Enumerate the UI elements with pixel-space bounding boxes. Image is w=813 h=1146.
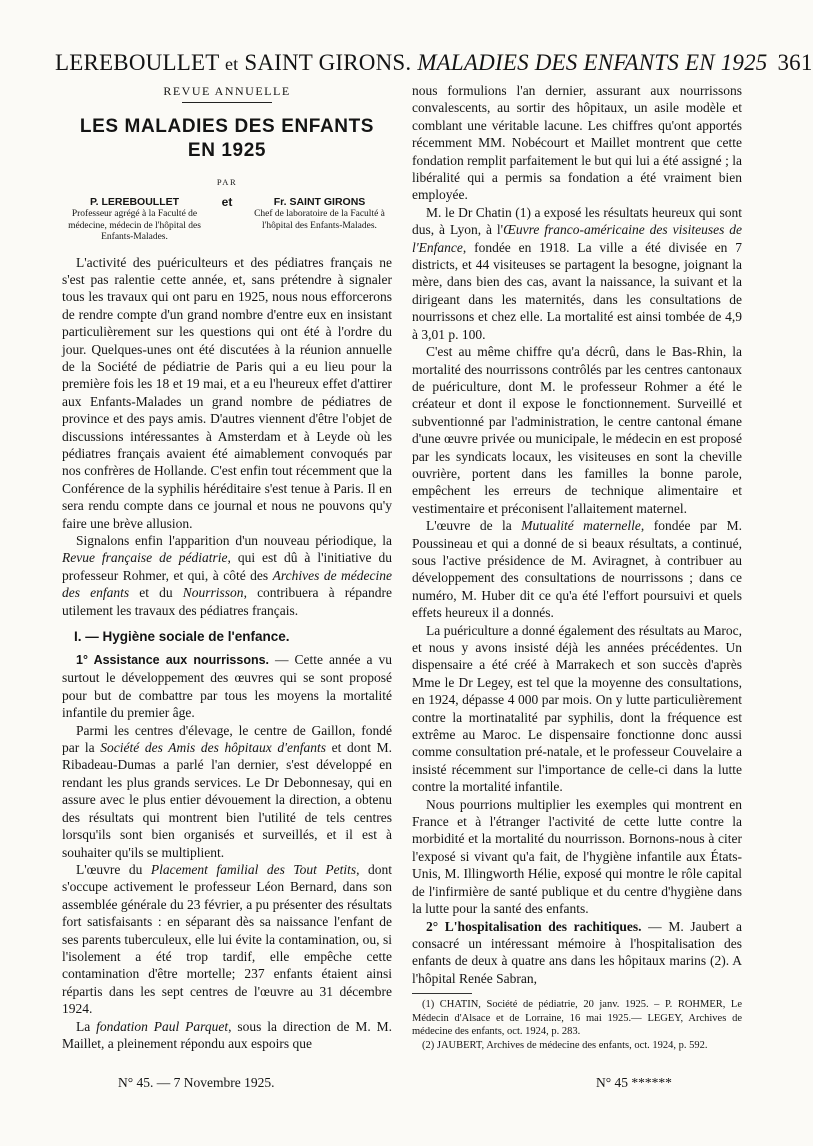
header-title: MALADIES DES ENFANTS EN (417, 50, 715, 75)
etats-unis-paragraph: Nous pourrions multiplier les exemples qui montrent en France et à l'étranger l'activité de cette lutte contre la morbidité et la mortalité du nourrisson. Bornons-nous à citer l'exposé si vivant qu'a fait, de l'hygiène infantile aux États-Unis, M. Illingworth Hélie, exposé qui montre le rôle capital de l'infirmière de santé publique et du centre d'hygiène dans la lutte pour la santé des enfants. (412, 796, 742, 917)
mutualite-paragraph: L'œuvre de la Mutualité maternelle, fondée par M. Poussineau et qui a donné de si beaux résultats, a continué, sous l'active présidence de M. Aviragnet, à contribuer au développement des consultations de nourrissons ; dans ce numéro, M. Huber dit ce qu'a été l'effort poursuivi et quels effets heureux il a donnés. (412, 518, 742, 621)
author-1-name: P. LEREBOULLET (89, 196, 180, 208)
intro-paragraph: L'activité des puériculteurs et des pédiatres français ne s'est pas ralentie cette année, et, sans prétendre à signaler tous les travaux qui ont paru en 1925, nous nous efforcerons de rendre compte d'un grand nombre d'entre eux en insistant particulièrement sur les questions qui ont été à l'ordre du jour. Quelques-unes ont été discutées à la réunion annuelle de la Société de pédiatrie de Paris qui a eu lieu pour la première fois les 18 et 19 mai, et a eu l'heureux effet d'attirer aux Enfants-Malades un grand nombre de pédiatres de province et des pays amis. D'autres viennent d'être l'objet de discussions intéressantes à Amsterdam et à Leyde où les pédiatres français avaient été aimablement convoqués par nos confrères de Hollande. C'est enfin tout récemment que la Conférence de la syphilis héréditaire s'est tenue à Paris. Il en sera rendu compte dans ce journal et nous ne pouvons qu'y faire une brève allusion. (62, 254, 392, 531)
article-title-line1: LES MALADIES DES ENFANTS (79, 116, 375, 137)
author-2-name: Fr. SAINT GIRONS (273, 196, 366, 208)
author-1-desc: Professeur agrégé à la Faculté de médecine, médecin de l'hôpital des Enfants-Malades. (68, 209, 201, 242)
parquet-paragraph: La fondation Paul Parquet, sous la direction de M. M. Maillet, a pleinement répondu aux espoirs que (62, 1018, 393, 1051)
placement-paragraph: L'œuvre du Placement familial des Tout Petits, dont s'occupe activement le professeur Léon Bernard, dans son assemblée générale du 23 février, a pu présenter des résultats fort satisfaisants : en séparant dès sa naissance l'enfant de ses parents tuberculeux, elle lui évite la contamination, ou, si l'isolement a été trop tardif, elle empêche cette contamination d'être mortelle; 237 enfants étaient ainsi répartis dans les sept centres de l'œuvre au 31 décembre 1924. (62, 861, 392, 1017)
gaillon-paragraph: Parmi les centres d'élevage, le centre de Gaillon, fondé par la Société des Amis des hôpitaux d'enfants et dont M. Ribadeau-Dumas a parlé l'an dernier, s'est développé en rendant les plus grands services. Le Dr Debonnesay, qui en assure avec le plus entier dévouement la direction, a obtenu des résultats qui montrent bien l'utilité de tels centres lorsqu'ils sont bien organisés et surveillés, et il est à souhaiter qu'ils se multiplient. (62, 722, 393, 860)
header-year: 1925 (720, 50, 768, 75)
rubric-rule (182, 102, 272, 103)
author-2 (247, 195, 392, 232)
right-column (412, 82, 742, 1052)
running-header (55, 48, 813, 78)
byline-et: et (221, 195, 233, 209)
footer-signature: N° 45 ****** (596, 1075, 672, 1090)
byline-par: PAR (216, 177, 238, 187)
maroc-paragraph: La puériculture a donné également des résultats au Maroc, et nous y avons insisté déjà les années précédentes. Un dispensaire a été créé à Marrakech et son succès d'après Mme le Dr Legey, est tel que la moyenne des consultations, en 1924, dépasse 4 000 par mois. On y lutte particulièrement contre la mortinatalité par syphilis, dont la fréquence est extrême au Maroc. Le dispensaire fonctionne donc aussi comme consultation pré-natale, et le professeur Couvelaire a insisté récemment sur l'importance de celle-ci dans la lutte contre la mortalité infantile. (412, 622, 742, 795)
assistance-paragraph: 1° Assistance aux nourrissons. — Cette année a vu surtout le développement des œuvres qui se sont proposé pour but de combattre par tous les moyens la mortalité infantile du premier âge. (62, 652, 392, 721)
chatin-paragraph: M. le Dr Chatin (1) a exposé les résultats heureux qui sont dus, à Lyon, à l'Œuvre franco-américaine des visiteuses de l'Enfance, fondée en 1918. La ville a été divisée en 7 districts, et 44 visiteuses se partagent la besogne, joignant la mère, dans bien des cas, avant la naissance, la suivant et la dirigeant dans les maternités, dans les consultations de nourrissons et chez elle. La mortalité est ainsi tombée de 4,9 à 3,01 p. 100. (412, 204, 742, 342)
footnote-2: (2) JAUBERT, Archives de médecine des enfants, oct. 1924, p. 592. (422, 1039, 708, 1051)
header-authors-2: SAINT GIRONS. (244, 50, 412, 75)
header-authors: LEREBOULLET (55, 50, 220, 75)
byline (62, 195, 392, 244)
header-et: et (224, 54, 239, 74)
author-2-desc: Chef de laboratoire de la Faculté à l'hôpital des Enfants-Malades. (254, 209, 385, 231)
rachitiques-paragraph: 2° L'hospitalisation des rachitiques. — M. Jaubert a consacré un intéressant mémoire à l'hospitalisation des enfants de deux à quatre ans dans les hôpitaux marins (2). A l'hôpital Renée Sabran, (412, 918, 743, 986)
footnote-1: (1) CHATIN, Société de pédiatrie, 20 janv. 1925. – P. ROHMER, Le Médecin d'Alsace et de Lorraine, 16 mai 1925.— LEGEY, Archives de médecine des enfants, oct. 1924, p. 283. (412, 999, 742, 1038)
right-paragraph-1: nous formulions l'an dernier, assurant aux nourrissons convalescents, au sortir des hôpitaux, un asile modèle et comblant une véritable lacune. Les chiffres qu'ont apportés récemment MM. Nobécourt et Maillet montrent que cette fondation remplit parfaitement le but qui lui a été assigné ; la libéralité qui a permis sa fondation a été vraiment bien employée. (412, 83, 742, 203)
page-number: 361 (777, 50, 813, 75)
runin-heading-1: 1° Assistance aux nourrissons. (76, 653, 270, 668)
bas-rhin-paragraph: C'est au même chiffre qu'a décrû, dans le Bas-Rhin, la mortalité des nourrissons contrôlés par les centres cantonaux de puériculture, dont M. le professeur Rohmer a été le créateur et dont il expose le fonctionnement. Surveillé et subventionné par l'administration, le centre cantonal émane d'une œuvre privée ou municipale, le médecin en est proposé par les syndicats locaux, les visiteuses en sont la cheville ouvrière, portent dans les familles la bonne parole, empêchent les erreurs de technique alimentaire et vestimentaire et préconisent l'allaitement maternel. (412, 344, 742, 516)
author-1 (62, 195, 207, 244)
left-column (62, 82, 392, 1052)
footnotes (412, 998, 742, 1052)
footnote-rule (412, 993, 472, 994)
runin-heading-2: 2° L'hospitalisation des rachitiques. (426, 918, 642, 934)
revue-paragraph: Signalons enfin l'apparition d'un nouveau périodique, la Revue française de pédiatrie, qui est dû à l'initiative du professeur Rohmer, et qui, à côté des Archives de médecine des enfants et du Nourrisson, contribuera à répandre utilement les travaux des pédiatres français. (62, 533, 393, 618)
section-heading: I. — Hygiène sociale de l'enfance. (74, 629, 290, 645)
footer-issue-date: N° 45. — 7 Novembre 1925. (118, 1075, 275, 1090)
article-title-line2: EN 1925 (187, 140, 267, 161)
rubric: REVUE ANNUELLE (163, 84, 291, 98)
